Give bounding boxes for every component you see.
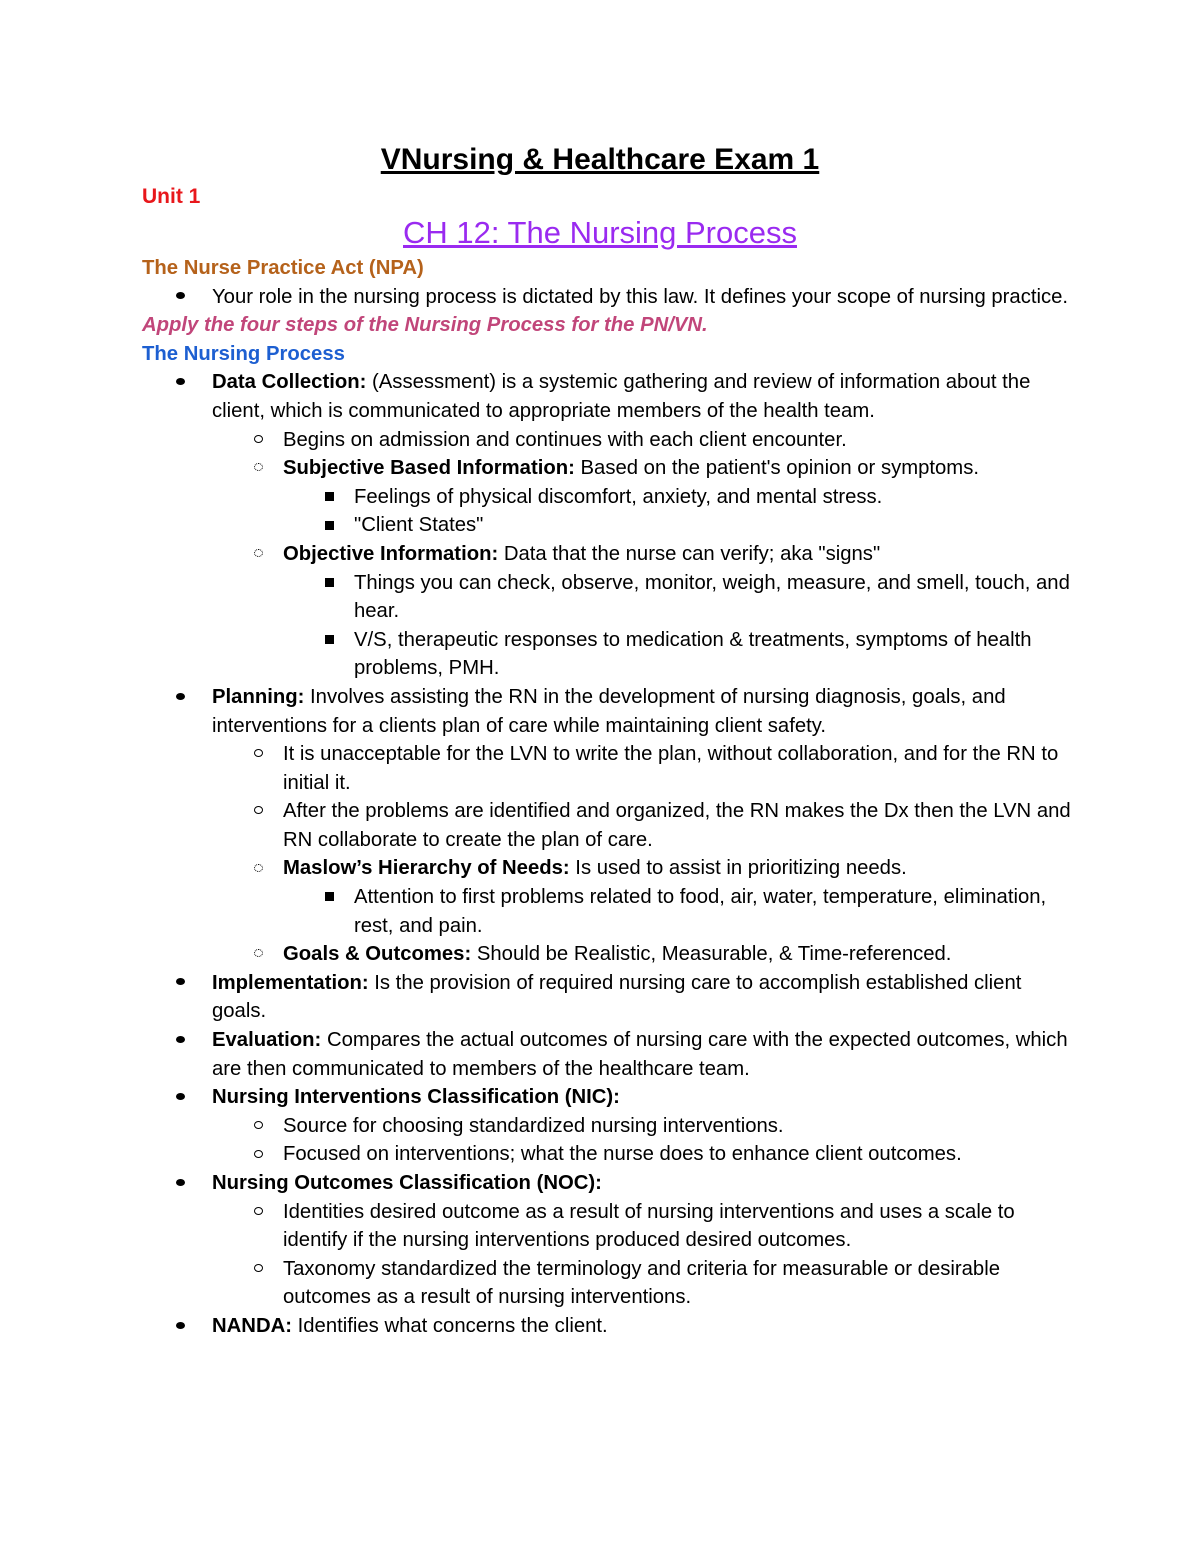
list-item (283, 626, 1072, 683)
list-item (212, 740, 1072, 797)
list-item (142, 1083, 1072, 1169)
term: Implementation: (212, 971, 369, 994)
definition: Based on the patient's opinion or symptoms. (574, 457, 979, 480)
definition: (Assessment) is a systemic gathering and review of information about the client, which is communicated to appropriate members of the health team. (212, 371, 1031, 422)
term: Subjective Based Information: (283, 457, 575, 480)
bullet-dot-icon (170, 1026, 190, 1055)
list-item (142, 1312, 1072, 1341)
bullet-dotted-ring-icon (248, 540, 268, 569)
definition: Is the provision of required nursing care to accomplish established client goals. (212, 971, 1022, 1023)
list-item (142, 283, 1072, 312)
sub-list (142, 1198, 1072, 1312)
list-item (212, 1112, 1072, 1141)
list-item (142, 1169, 1072, 1312)
bullet-dot-icon (170, 283, 190, 312)
item-text: Begins on admission and continues with each client encounter. (283, 428, 847, 451)
list-item (283, 883, 1072, 940)
term: Evaluation: (212, 1029, 322, 1052)
definition: Identifies what concerns the client. (292, 1314, 608, 1337)
bullet-dot-icon (170, 368, 190, 397)
item-text: Attention to first problems related to food, air, water, temperature, elimination, rest, and pain. (354, 886, 1047, 937)
bullet-square-icon (319, 569, 339, 598)
bullet-ring-icon (248, 797, 268, 826)
apply-heading: Apply the four steps of the Nursing Process for the PN/VN. (142, 314, 708, 337)
item-text: Feelings of physical discomfort, anxiety, and mental stress. (354, 485, 883, 508)
sub-list (142, 426, 1072, 683)
term: NANDA: (212, 1314, 292, 1337)
list-item (283, 511, 1072, 540)
sub-sub-list (283, 569, 1072, 683)
bullet-ring-icon (248, 1198, 268, 1227)
list-item (212, 540, 1072, 683)
list-item (283, 569, 1072, 626)
bullet-dotted-ring-icon (248, 854, 268, 883)
item-text: V/S, therapeutic responses to medication & treatments, symptoms of health problems, PMH. (354, 628, 1032, 680)
bullet-ring-icon (248, 1112, 268, 1141)
chapter-heading: CH 12: The Nursing Process (403, 215, 797, 250)
bullet-ring-icon (248, 1255, 268, 1284)
sub-sub-list (283, 883, 1072, 940)
npa-list (142, 283, 1072, 312)
list-item (212, 854, 1072, 940)
definition: Should be Realistic, Measurable, & Time-referenced. (471, 943, 952, 966)
bullet-dot-icon (170, 683, 190, 712)
process-heading: The Nursing Process (142, 342, 345, 365)
bullet-ring-icon (248, 426, 268, 455)
definition: Compares the actual outcomes of nursing care with the expected outcomes, which are then communicated to members of the healthcare team. (212, 1029, 1068, 1080)
sub-list (142, 1112, 1072, 1169)
sub-list (142, 740, 1072, 969)
bullet-dotted-ring-icon (248, 454, 268, 483)
list-item (212, 1140, 1072, 1169)
bullet-dot-icon (170, 1169, 190, 1198)
term: Goals & Outcomes: (283, 943, 472, 966)
list-item (212, 940, 1072, 969)
item-text: Source for choosing standardized nursing interventions. (283, 1114, 784, 1137)
item-text: Focused on interventions; what the nurse does to enhance client outcomes. (283, 1143, 962, 1166)
list-item (212, 454, 1072, 540)
list-item (212, 1198, 1072, 1255)
bullet-dot-icon (170, 1312, 190, 1341)
list-item (212, 797, 1072, 854)
item-text: Identities desired outcome as a result of nursing interventions and uses a scale to identify if the nursing interventions produced desired outcomes. (283, 1200, 1015, 1252)
term: Nursing Outcomes Classification (NOC): (212, 1172, 602, 1194)
bullet-square-icon (319, 626, 339, 655)
list-item (142, 1026, 1072, 1083)
bullet-square-icon (319, 511, 339, 540)
bullet-dot-icon (170, 1083, 190, 1112)
term: Data Collection: (212, 371, 367, 394)
definition: Data that the nurse can verify; aka "signs" (498, 542, 881, 565)
content-body (142, 254, 1072, 1341)
bullet-square-icon (319, 483, 339, 512)
bullet-dot-icon (170, 969, 190, 998)
bullet-dotted-ring-icon (248, 940, 268, 969)
document-title: VNursing & Healthcare Exam 1 (380, 143, 820, 176)
definition: Is used to assist in prioritizing needs. (569, 857, 907, 880)
term: Planning: (212, 685, 305, 708)
term: Objective Information: (283, 542, 499, 565)
item-text: Things you can check, observe, monitor, weigh, measure, and smell, touch, and hear. (354, 571, 1070, 623)
item-text: After the problems are identified and organized, the RN makes the Dx then the LVN and RN collaborate to create the plan of care. (283, 800, 1071, 851)
list-item (142, 969, 1072, 1026)
list-item (212, 1255, 1072, 1312)
bullet-ring-icon (248, 740, 268, 769)
item-text: Taxonomy standardized the terminology and criteria for measurable or desirable outcomes as a result of nursing interventions. (283, 1257, 1000, 1309)
list-item (283, 483, 1072, 512)
unit-label: Unit 1 (142, 185, 201, 208)
npa-bullet-text: Your role in the nursing process is dictated by this law. It defines your scope of nursing practice. (212, 285, 1069, 308)
term: Nursing Interventions Classification (NIC): (212, 1086, 620, 1109)
npa-heading: The Nurse Practice Act (NPA) (142, 257, 424, 279)
item-text: It is unacceptable for the LVN to write the plan, without collaboration, and for the RN to initial it. (283, 743, 1059, 794)
item-text: "Client States" (354, 514, 484, 537)
list-item (212, 426, 1072, 455)
bullet-square-icon (319, 883, 339, 912)
nursing-process-list (142, 368, 1072, 1340)
bullet-ring-icon (248, 1140, 268, 1169)
list-item (142, 368, 1072, 683)
sub-sub-list (283, 483, 1072, 540)
list-item (142, 683, 1072, 969)
term: Maslow’s Hierarchy of Needs: (283, 857, 570, 880)
definition: Involves assisting the RN in the development of nursing diagnosis, goals, and interventions for a clients plan of care while maintaining client safety. (212, 685, 1006, 737)
